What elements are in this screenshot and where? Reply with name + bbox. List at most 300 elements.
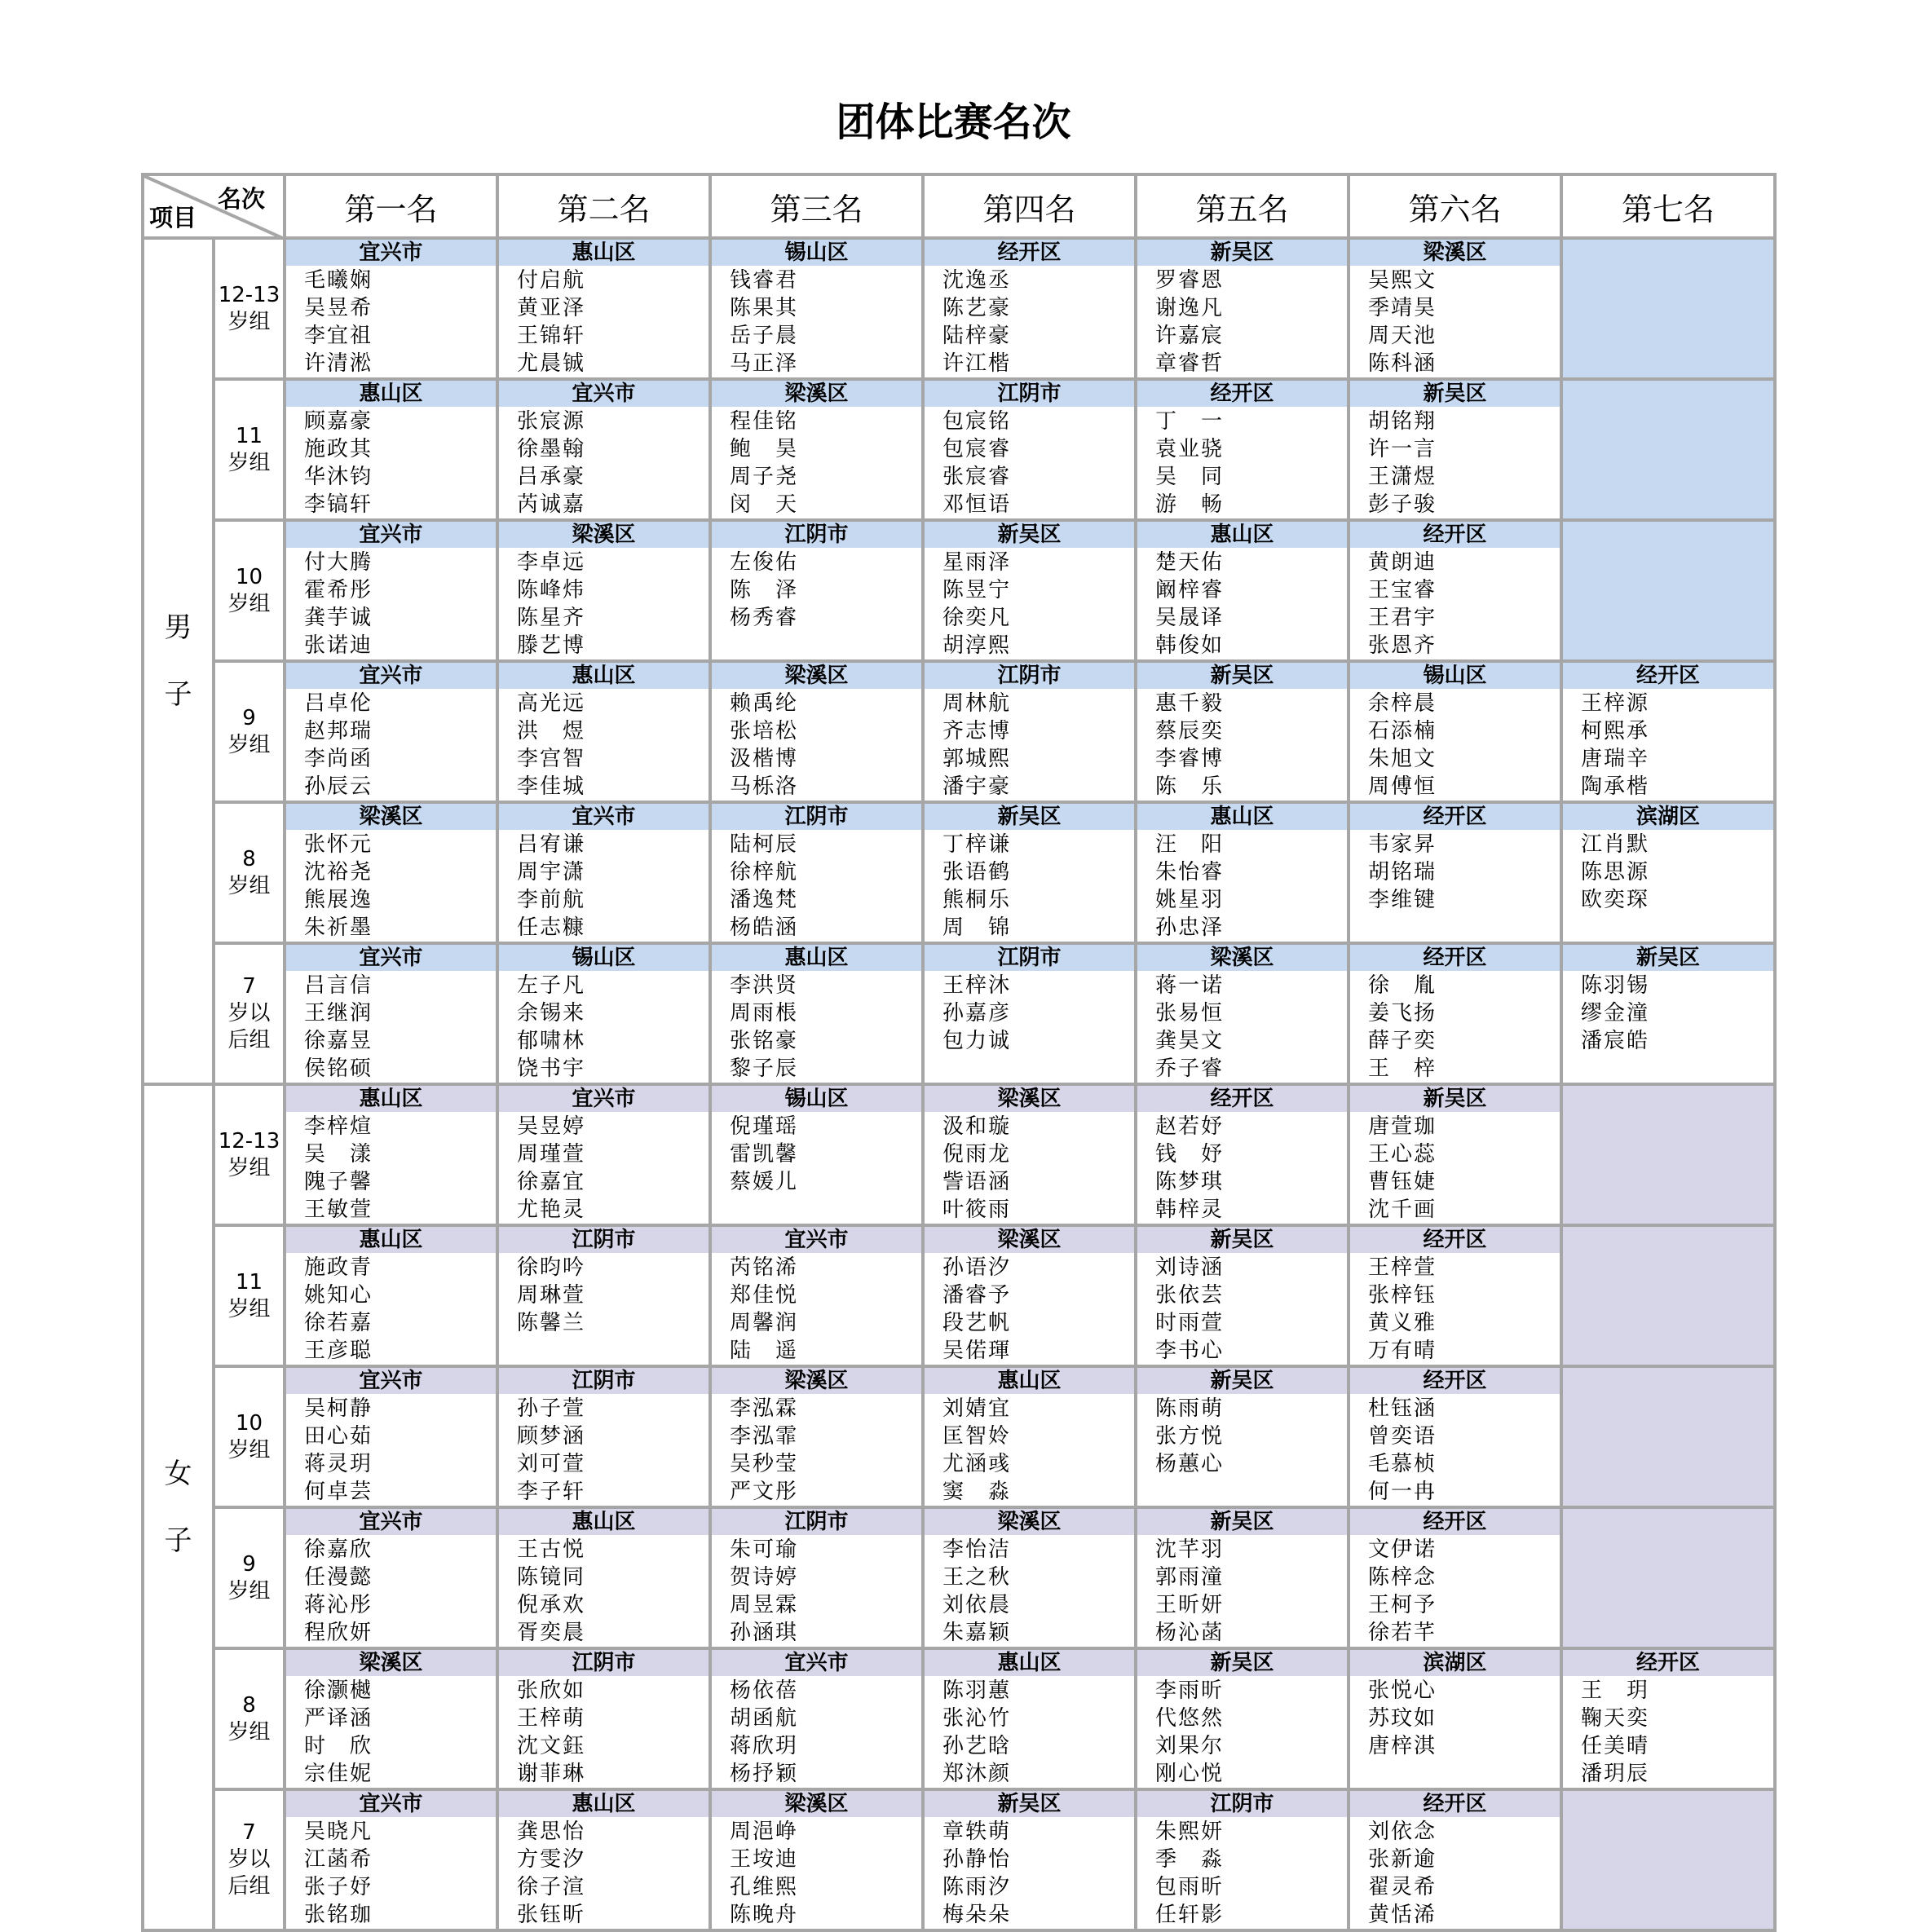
player-name: 丁 一: [1155, 409, 1225, 434]
player-name: 李佳城: [517, 774, 586, 799]
player-name: 陈 乐: [1155, 774, 1225, 799]
empty-rank-cell: [1561, 1084, 1775, 1225]
player-name: 许江楷: [942, 351, 1012, 376]
player-name: 严文彤: [730, 1480, 799, 1504]
player-name: 徐嘉昱: [304, 1029, 373, 1053]
player-name: 文伊诺: [1368, 1537, 1437, 1562]
table-row: [143, 1084, 1775, 1225]
team-name: 梁溪区: [1137, 945, 1347, 971]
player-list: [925, 689, 1134, 801]
player-name: 张悦心: [1368, 1678, 1437, 1703]
rank-cell: [497, 1789, 710, 1930]
player-name: 张怀元: [304, 832, 373, 857]
rank-cell: [497, 1225, 710, 1366]
player-name: 王宝睿: [1368, 578, 1437, 602]
age-group-label: 12-13 岁组: [218, 282, 280, 334]
gender-cell: [143, 1084, 214, 1930]
player-name: 徐子渲: [517, 1875, 586, 1899]
player-name: 唐萱珈: [1368, 1114, 1437, 1139]
rank-cell: [285, 661, 497, 802]
player-name: 季靖昊: [1368, 296, 1437, 320]
player-name: 杨抒颖: [730, 1762, 799, 1786]
player-name: 许嘉宸: [1155, 324, 1225, 348]
player-list: [286, 1112, 496, 1224]
player-name: 黄朗迪: [1368, 550, 1437, 575]
player-name: 韦家昇: [1368, 832, 1437, 857]
rank-cell: [923, 379, 1136, 520]
player-name: 王锦轩: [517, 324, 586, 348]
table-row: [143, 520, 1775, 661]
player-name: 张梓钰: [1368, 1283, 1437, 1308]
player-name: 郭雨潼: [1155, 1565, 1225, 1590]
rank-cell: [710, 802, 923, 943]
player-name: 陈科涵: [1368, 351, 1437, 376]
player-name: 徐嘉宜: [517, 1170, 586, 1194]
player-name: 潘玥辰: [1581, 1762, 1650, 1786]
age-group-label: 7 岁以 后组: [227, 974, 271, 1052]
rank-cell: [1136, 1648, 1349, 1789]
player-name: 陈梦琪: [1155, 1170, 1225, 1194]
player-name: 陈艺豪: [942, 296, 1012, 320]
rank-cell: [1349, 520, 1561, 661]
rank-cell: [710, 1366, 923, 1507]
player-list: [925, 266, 1134, 377]
player-name: 陆梓豪: [942, 324, 1012, 348]
player-name: 张宸源: [517, 409, 586, 434]
player-name: 任轩影: [1155, 1903, 1225, 1927]
empty-rank-cell: [1561, 1366, 1775, 1507]
player-name: 徐墨翰: [517, 437, 586, 461]
rank-cell: [497, 802, 710, 943]
player-name: 王柯予: [1368, 1593, 1437, 1617]
player-name: 蔡媛儿: [730, 1170, 799, 1194]
player-name: 周傅恒: [1368, 774, 1437, 799]
table-body: [143, 238, 1775, 1930]
team-name: 锡山区: [1350, 663, 1560, 689]
rank-cell: [710, 238, 923, 379]
player-name: 毛慕桢: [1368, 1452, 1437, 1476]
player-list: [1137, 1817, 1347, 1929]
rank-header: 第一名: [285, 174, 497, 238]
player-name: 李泓霏: [730, 1424, 799, 1449]
team-name: 宜兴市: [286, 1368, 496, 1394]
team-name: 梁溪区: [925, 1086, 1134, 1112]
player-list: [499, 407, 709, 518]
age-group-cell: [214, 1648, 285, 1789]
player-list: [1563, 1676, 1773, 1788]
player-name: 华沐钧: [304, 465, 373, 489]
player-name: 芮铭浠: [730, 1255, 799, 1280]
table-row: [143, 1789, 1775, 1930]
player-name: 袁业骁: [1155, 437, 1225, 461]
player-list: [1350, 971, 1560, 1083]
rank-cell: [710, 1507, 923, 1648]
table-row: [143, 238, 1775, 379]
player-name: 李睿博: [1155, 747, 1225, 771]
player-name: 彭子骏: [1368, 492, 1437, 517]
gender-char: 女: [164, 1458, 192, 1490]
rank-cell: [1349, 1648, 1561, 1789]
player-name: 孙语汐: [942, 1255, 1012, 1280]
table-row: [143, 1366, 1775, 1507]
age-group-cell: [214, 520, 285, 661]
player-name: 朱怡睿: [1155, 860, 1225, 884]
player-list: [925, 1817, 1134, 1929]
player-list: [1137, 830, 1347, 942]
page-title: 团体比赛名次: [836, 99, 1071, 145]
age-group-cell: [214, 1225, 285, 1366]
player-name: 汲和璇: [942, 1114, 1012, 1139]
age-group-label: 12-13 岁组: [218, 1128, 280, 1180]
player-name: 张方悦: [1155, 1424, 1225, 1449]
rank-cell: [285, 1225, 497, 1366]
team-name: 梁溪区: [712, 1791, 921, 1817]
player-name: 严译涵: [304, 1706, 373, 1731]
team-name: 经开区: [1137, 1086, 1347, 1112]
player-list: [286, 689, 496, 801]
player-name: 程欣妍: [304, 1621, 373, 1645]
age-group-cell: [214, 1366, 285, 1507]
player-name: 黎子辰: [730, 1056, 799, 1081]
player-name: 孙辰云: [304, 774, 373, 799]
player-list: [499, 689, 709, 801]
player-name: 孙子萱: [517, 1396, 586, 1421]
player-list: [925, 407, 1134, 518]
player-list: [286, 1394, 496, 1506]
player-name: 朱可瑜: [730, 1537, 799, 1562]
player-name: 马正泽: [730, 351, 799, 376]
rank-cell: [497, 379, 710, 520]
player-name: 张铭珈: [304, 1903, 373, 1927]
player-name: 孙静怡: [942, 1847, 1012, 1872]
rank-cell: [710, 943, 923, 1084]
player-name: 陶承楷: [1581, 774, 1650, 799]
player-name: 周浥峥: [730, 1820, 799, 1844]
player-list: [1350, 1394, 1560, 1506]
team-name: 江阴市: [499, 1227, 709, 1253]
rank-cell: [497, 520, 710, 661]
player-list: [1137, 1676, 1347, 1788]
age-group-label: 11 岁组: [227, 1269, 271, 1321]
player-list: [499, 971, 709, 1083]
player-name: 谢逸凡: [1155, 296, 1225, 320]
team-name: 江阴市: [925, 945, 1134, 971]
team-name: 新吴区: [1350, 381, 1560, 407]
player-list: [925, 1394, 1134, 1506]
rank-cell: [497, 1648, 710, 1789]
rank-cell: [710, 1084, 923, 1225]
player-name: 李雨昕: [1155, 1678, 1225, 1703]
player-list: [1137, 1253, 1347, 1365]
team-name: 滨湖区: [1563, 804, 1773, 830]
player-list: [499, 548, 709, 659]
rank-header: 第七名: [1561, 174, 1775, 238]
player-list: [1137, 689, 1347, 801]
player-name: 赵若妤: [1155, 1114, 1225, 1139]
player-name: 姜飞扬: [1368, 1001, 1437, 1026]
gender-cell: [143, 238, 214, 1084]
player-name: 李维键: [1368, 888, 1437, 912]
player-name: 窦 淼: [942, 1480, 1012, 1504]
team-name: 经开区: [1350, 1509, 1560, 1535]
player-name: 刘诗涵: [1155, 1255, 1225, 1280]
gender-char: 男: [164, 611, 192, 644]
player-name: 陈羽蕙: [942, 1678, 1012, 1703]
player-name: 訾语涵: [942, 1170, 1012, 1194]
empty-rank-cell: [1561, 1507, 1775, 1648]
player-name: 时雨萱: [1155, 1311, 1225, 1335]
player-name: 陈峰炜: [517, 578, 586, 602]
player-list: [499, 1394, 709, 1506]
player-name: 张钰昕: [517, 1903, 586, 1927]
team-name: 梁溪区: [712, 1368, 921, 1394]
player-name: 许清淞: [304, 351, 373, 376]
age-group-cell: [214, 661, 285, 802]
player-name: 李子轩: [517, 1480, 586, 1504]
player-list: [712, 1676, 921, 1788]
player-name: 王之秋: [942, 1565, 1012, 1590]
player-list: [712, 266, 921, 377]
age-group-cell: [214, 379, 285, 520]
player-list: [712, 1253, 921, 1365]
player-name: 姚知心: [304, 1283, 373, 1308]
player-list: [1350, 548, 1560, 659]
player-name: 谢菲琳: [517, 1762, 586, 1786]
player-list: [712, 1112, 921, 1196]
player-name: 汲楷博: [730, 747, 799, 771]
rank-header: 第五名: [1136, 174, 1349, 238]
rank-cell: [285, 1084, 497, 1225]
team-name: 梁溪区: [925, 1227, 1134, 1253]
player-name: 杨沁菡: [1155, 1621, 1225, 1645]
rank-cell: [285, 1366, 497, 1507]
rank-cell: [710, 520, 923, 661]
team-name: 经开区: [1563, 663, 1773, 689]
team-name: 惠山区: [286, 381, 496, 407]
age-group-cell: [214, 238, 285, 379]
player-list: [712, 407, 921, 518]
rank-cell: [1136, 520, 1349, 661]
player-name: 周琳萱: [517, 1283, 586, 1308]
player-name: 邓恒语: [942, 492, 1012, 517]
rank-cell: [1349, 1084, 1561, 1225]
player-name: 鲍 昊: [730, 437, 799, 461]
team-name: 新吴区: [925, 522, 1134, 548]
rank-cell: [1136, 238, 1349, 379]
player-name: 周林航: [942, 691, 1012, 716]
player-list: [925, 830, 1134, 942]
player-name: 周 锦: [942, 915, 1012, 940]
player-name: 段艺帆: [942, 1311, 1012, 1335]
player-name: 左子凡: [517, 973, 586, 998]
player-name: 王垵迪: [730, 1847, 799, 1872]
player-name: 马栎洛: [730, 774, 799, 799]
player-name: 唐瑞辛: [1581, 747, 1650, 771]
team-name: 梁溪区: [712, 663, 921, 689]
rank-cell: [1349, 1789, 1561, 1930]
player-name: 江肖默: [1581, 832, 1650, 857]
player-name: 顾梦涵: [517, 1424, 586, 1449]
team-name: 新吴区: [1137, 240, 1347, 266]
player-name: 时 欣: [304, 1734, 373, 1758]
player-list: [925, 971, 1134, 1055]
rank-cell: [1136, 1084, 1349, 1225]
player-list: [712, 1817, 921, 1929]
rank-cell: [710, 1225, 923, 1366]
player-name: 贺诗婷: [730, 1565, 799, 1590]
team-name: 新吴区: [1137, 1509, 1347, 1535]
player-list: [499, 1253, 709, 1337]
table-row: [143, 1507, 1775, 1648]
player-name: 任漫懿: [304, 1565, 373, 1590]
player-name: 余梓晨: [1368, 691, 1437, 716]
player-name: 姚星羽: [1155, 888, 1225, 912]
player-list: [286, 1817, 496, 1929]
player-name: 陈雨汐: [942, 1875, 1012, 1899]
player-name: 程佳铭: [730, 409, 799, 434]
team-name: 锡山区: [712, 240, 921, 266]
team-name: 梁溪区: [286, 1650, 496, 1676]
player-name: 刘可萱: [517, 1452, 586, 1476]
player-name: 高光远: [517, 691, 586, 716]
player-name: 许一言: [1368, 437, 1437, 461]
player-name: 杨皓涵: [730, 915, 799, 940]
team-name: 新吴区: [1350, 1086, 1560, 1112]
rank-cell: [710, 1648, 923, 1789]
player-name: 雷凯馨: [730, 1142, 799, 1167]
player-name: 张宸睿: [942, 465, 1012, 489]
player-name: 王梓沐: [942, 973, 1012, 998]
player-name: 代悠然: [1155, 1706, 1225, 1731]
rank-cell: [285, 1648, 497, 1789]
rank-cell: [1136, 379, 1349, 520]
rank-cell: [923, 1084, 1136, 1225]
team-name: 新吴区: [925, 1791, 1134, 1817]
player-name: 唐梓淇: [1368, 1734, 1437, 1758]
rank-cell: [1136, 1225, 1349, 1366]
player-name: 孙嘉彦: [942, 1001, 1012, 1026]
team-name: 江阴市: [712, 804, 921, 830]
player-list: [1137, 1535, 1347, 1647]
rank-header: 第三名: [710, 174, 923, 238]
player-name: 徐 胤: [1368, 973, 1437, 998]
player-name: 胥奕晨: [517, 1621, 586, 1645]
player-list: [1350, 407, 1560, 518]
player-name: 吕宥谦: [517, 832, 586, 857]
player-name: 孔维熙: [730, 1875, 799, 1899]
rank-cell: [497, 1084, 710, 1225]
age-group-cell: [214, 1084, 285, 1225]
team-name: 惠山区: [925, 1650, 1134, 1676]
player-name: 吴熙文: [1368, 268, 1437, 293]
player-name: 刘果尔: [1155, 1734, 1225, 1758]
player-name: 张依芸: [1155, 1283, 1225, 1308]
player-list: [499, 266, 709, 377]
player-name: 刘依晨: [942, 1593, 1012, 1617]
player-name: 李怡洁: [942, 1537, 1012, 1562]
player-name: 张恩齐: [1368, 633, 1437, 658]
team-name: 新吴区: [1137, 663, 1347, 689]
gender-char: 子: [164, 678, 192, 711]
player-name: 孙忠泽: [1155, 915, 1225, 940]
player-name: 鞠天奕: [1581, 1706, 1650, 1731]
player-name: 欧奕琛: [1581, 888, 1650, 912]
player-name: 罗睿恩: [1155, 268, 1225, 293]
player-name: 徐嘉欣: [304, 1537, 373, 1562]
rank-cell: [710, 661, 923, 802]
age-group-cell: [214, 943, 285, 1084]
rank-header: 第四名: [923, 174, 1136, 238]
player-name: 刘依念: [1368, 1820, 1437, 1844]
team-name: 宜兴市: [286, 240, 496, 266]
player-name: 沈芊羽: [1155, 1537, 1225, 1562]
player-name: 刚心悦: [1155, 1762, 1225, 1786]
player-name: 孙艺晗: [942, 1734, 1012, 1758]
player-name: 何一冉: [1368, 1480, 1437, 1504]
player-name: 张诺迪: [304, 633, 373, 658]
empty-rank-cell: [1561, 238, 1775, 379]
player-name: 沈千画: [1368, 1198, 1437, 1222]
player-name: 陈星齐: [517, 606, 586, 630]
team-name: 江阴市: [499, 1368, 709, 1394]
rank-header: 第二名: [497, 174, 710, 238]
player-list: [925, 1112, 1134, 1224]
rank-cell: [1561, 1648, 1775, 1789]
player-name: 田心茹: [304, 1424, 373, 1449]
player-name: 乔子睿: [1155, 1056, 1225, 1081]
player-name: 沈裕尧: [304, 860, 373, 884]
player-list: [1137, 1394, 1347, 1478]
player-name: 张铭豪: [730, 1029, 799, 1053]
rank-cell: [285, 802, 497, 943]
player-name: 陈羽锡: [1581, 973, 1650, 998]
player-name: 朱嘉颖: [942, 1621, 1012, 1645]
age-group-label: 11 岁组: [227, 423, 271, 475]
player-name: 杨依蓓: [730, 1678, 799, 1703]
team-name: 锡山区: [499, 945, 709, 971]
rank-cell: [1349, 661, 1561, 802]
player-name: 章轶萌: [942, 1820, 1012, 1844]
rank-cell: [1349, 379, 1561, 520]
age-group-label: 10 岁组: [227, 564, 271, 616]
player-name: 潘逸梵: [730, 888, 799, 912]
player-name: 吕言信: [304, 973, 373, 998]
player-name: 李镐轩: [304, 492, 373, 517]
player-list: [1350, 830, 1560, 914]
corner-item-label: 项目: [149, 204, 197, 232]
player-list: [925, 548, 1134, 659]
player-name: 朱祈墨: [304, 915, 373, 940]
player-name: 任美晴: [1581, 1734, 1650, 1758]
team-name: 经开区: [925, 240, 1134, 266]
player-name: 朱熙妍: [1155, 1820, 1225, 1844]
player-name: 曾奕语: [1368, 1424, 1437, 1449]
player-name: 岳子晨: [730, 324, 799, 348]
rank-cell: [923, 520, 1136, 661]
age-group-label: 7 岁以 后组: [227, 1820, 271, 1899]
player-name: 徐若嘉: [304, 1311, 373, 1335]
player-name: 顾嘉豪: [304, 409, 373, 434]
player-name: 宗佳妮: [304, 1762, 373, 1786]
player-name: 任志糠: [517, 915, 586, 940]
player-list: [1137, 1112, 1347, 1224]
player-name: 张新逾: [1368, 1847, 1437, 1872]
player-name: 李前航: [517, 888, 586, 912]
player-list: [1563, 971, 1773, 1055]
player-name: 梅朵朵: [942, 1903, 1012, 1927]
player-name: 饶书宇: [517, 1056, 586, 1081]
player-name: 包宸睿: [942, 437, 1012, 461]
